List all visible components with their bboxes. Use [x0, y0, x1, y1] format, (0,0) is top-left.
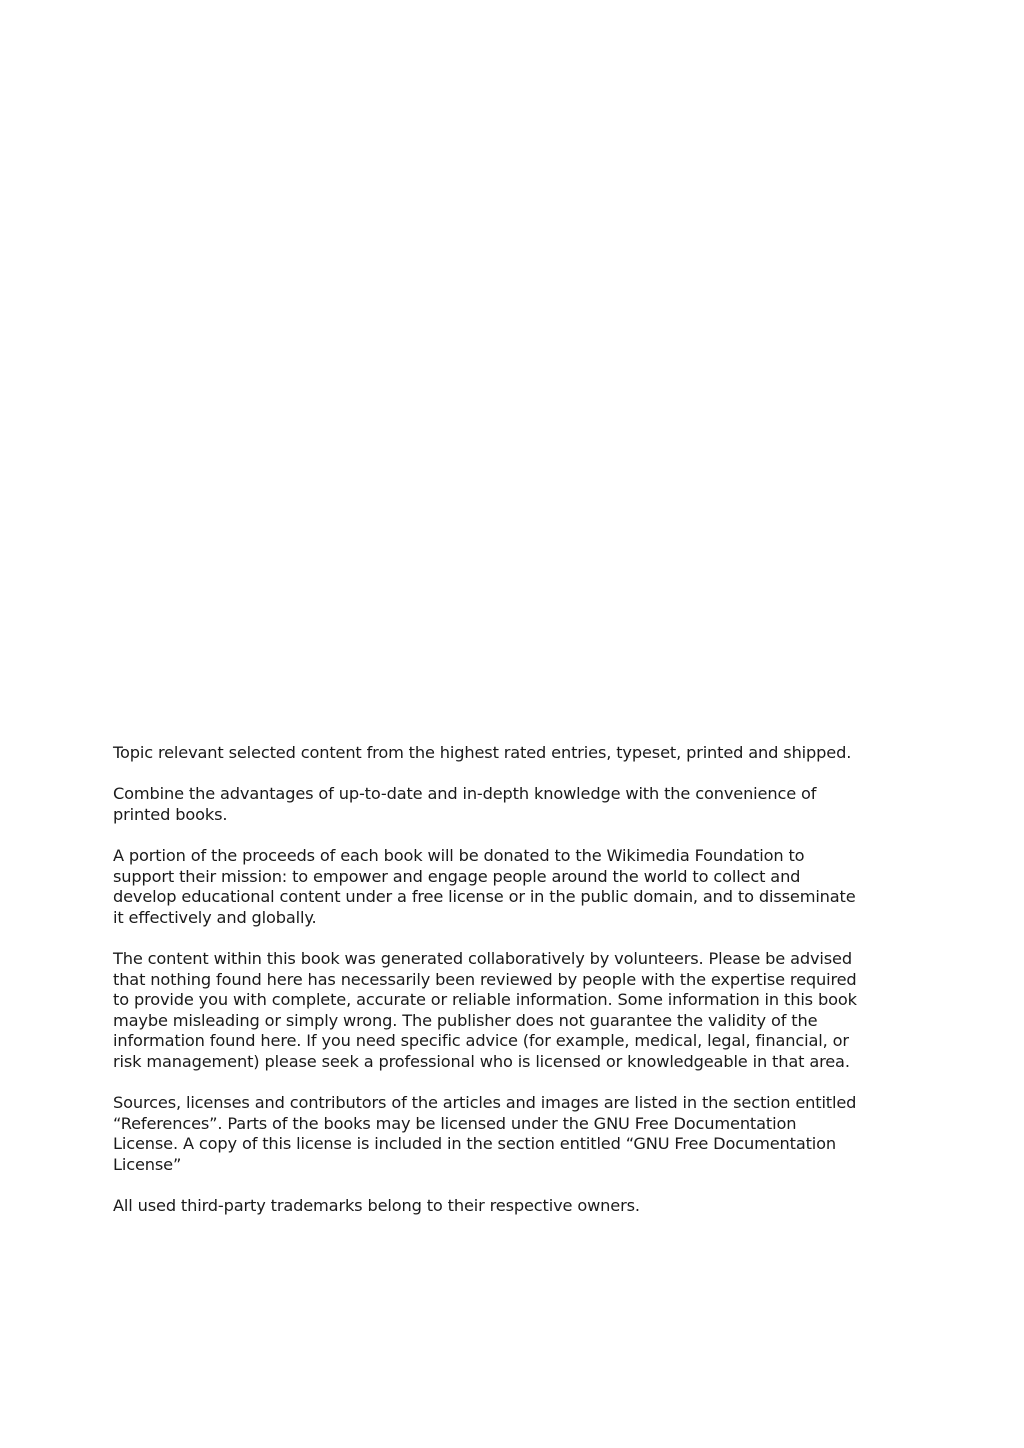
paragraph-sources-licenses: Sources, licenses and contributors of the articles and images are listed in the section entitled “References”. Parts of the books may be licensed under the GNU Free Documentation License. A copy of this license is included in the section entitled “GNU Free Documentation License”	[113, 1093, 857, 1174]
notice-text-block	[113, 743, 858, 1217]
paragraph-trademarks: All used third-party trademarks belong to their respective owners.	[113, 1196, 640, 1216]
paragraph-advantages: Combine the advantages of up-to-date and in-depth knowledge with the convenience of printed books.	[113, 784, 817, 824]
paragraph-disclaimer: The content within this book was generated collaboratively by volunteers. Please be advised that nothing found here has necessarily been reviewed by people with the expertise required to provide you with complete, accurate or reliable information. Some information in this book maybe misleading or simply wrong. The publisher does not guarantee the validity of the information found here. If you need specific advice (for example, medical, legal, financial, or risk management) please seek a professional who is licensed or knowledgeable in that area.	[113, 948, 857, 1071]
paragraph-topic-relevant: Topic relevant selected content from the highest rated entries, typeset, printed and shipped.	[113, 743, 852, 762]
paragraph-wikimedia-donation: A portion of the proceeds of each book will be donated to the Wikimedia Foundation to support their mission: to empower and engage people around the world to collect and develop educational content under a free license or in the public domain, and to disseminate it effectively and globally.	[113, 845, 856, 927]
